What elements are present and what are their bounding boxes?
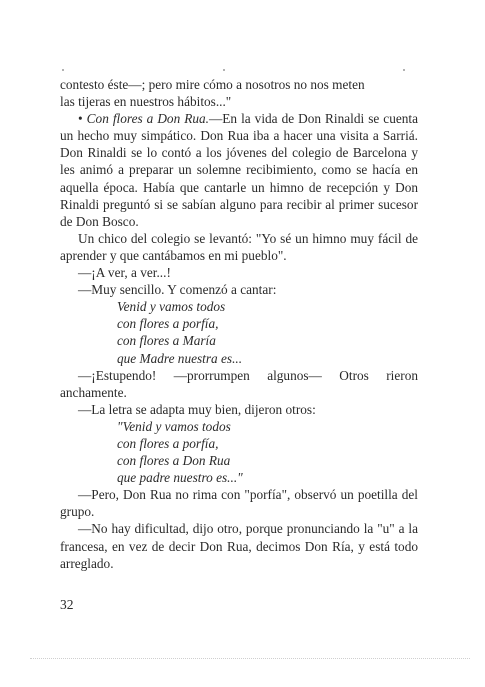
paragraph-7: —La letra se adapta muy bien, dijeron otros:: [78, 401, 316, 417]
verse-1-line: Venid y vamos todos: [117, 299, 226, 315]
paragraph-5: —Muy sencillo. Y comenzó a cantar:: [78, 282, 277, 298]
verse-2: [60, 418, 418, 486]
paragraph-3: Un chico del colegio se levantó: "Yo sé un himno muy fácil de aprender y que cantábamos en mi pueblo".: [60, 230, 418, 263]
paragraph-2-text: —En la vida de Don Rinaldi se cuenta un hecho muy simpático. Don Rua iba a hacer una visita a Sarriá. Don Rinaldi se lo contó a los jóvenes del colegio de Barcelona y les animó a preparar un solemne recibimiento, como se hacía en aquella época. Había que cantarle un himno de recepción y Don Rinaldi preguntó si se sabían alguno para recibir al primer sucesor de Don Bosco.: [60, 111, 418, 229]
paragraph-8: —Pero, Don Rua no rima con "porfía", observó un poetilla del grupo.: [60, 487, 418, 520]
verse-2-line: con flores a porfía,: [117, 435, 219, 451]
verse-2-line: que padre nuestro es...": [117, 470, 243, 486]
body-text: [60, 76, 418, 572]
verse-1-line: con flores a María: [117, 333, 216, 349]
paragraph-9: —No hay dificultad, dijo otro, porque pronunciando la "u" a la francesa, en vez de decir Don Rua, decimos Don Ría, y está todo arreglado.: [60, 521, 418, 571]
line-2: las tijeras en nuestros hábitos...": [60, 94, 232, 110]
paragraph-4: —¡A ver, a ver...!: [78, 265, 171, 281]
scan-speck: [62, 69, 64, 71]
page-number: 32: [60, 597, 74, 612]
verse-1: [60, 298, 418, 366]
paragraph-1: [60, 76, 418, 110]
section-title: Con flores a Don Rua.: [86, 111, 209, 127]
verse-2-line: con flores a Don Rua: [117, 453, 231, 469]
verse-1-line: que Madre nuestra es...: [117, 350, 243, 366]
paragraph-2: [60, 110, 418, 230]
verse-1-line: con flores a porfía,: [117, 316, 219, 332]
scan-edge: [30, 658, 470, 660]
verse-2-line: "Venid y vamos todos: [117, 418, 231, 434]
line-1: contesto éste—; pero mire cómo a nosotros no nos meten: [60, 77, 365, 92]
bullet: •: [78, 111, 87, 127]
paragraph-6: —¡Estupendo! —prorrumpen algunos— Otros rieron anchamente.: [60, 367, 418, 400]
scan-speck: [403, 69, 405, 71]
scan-speck: [223, 69, 225, 71]
